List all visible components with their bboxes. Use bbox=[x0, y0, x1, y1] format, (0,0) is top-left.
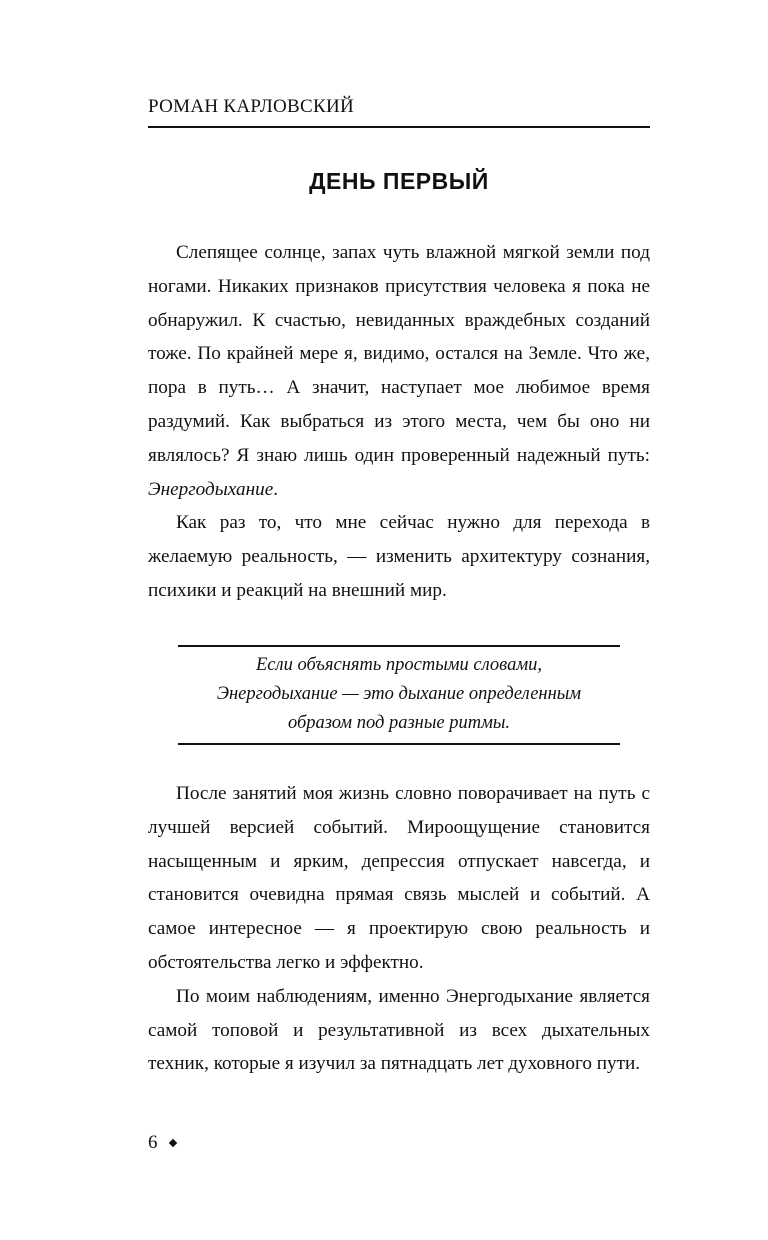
running-head: РОМАН КАРЛОВСКИЙ bbox=[148, 96, 355, 117]
pull-quote-line: Энергодыхание — это дыхание определенным bbox=[216, 684, 582, 704]
diamond-ornament-icon bbox=[168, 1139, 176, 1147]
page-number: 6 bbox=[148, 1132, 158, 1153]
emphasis-term: Энергодыхание bbox=[148, 478, 274, 500]
paragraph: Как раз то, что мне сейчас нужно для перехода в желаемую реальность, — изменить архитектуру сознания, психики и реакций на внешний мир. bbox=[148, 512, 650, 601]
paragraph: По моим наблюдениям, именно Энергодыхание является самой топовой и результативной из всех дыхательных техник, которые я изучил за пятнадцать лет духовного пути. bbox=[148, 985, 650, 1075]
body-text-section-2 bbox=[148, 777, 650, 1081]
page-footer bbox=[148, 1132, 176, 1154]
pull-quote-line: образом под разные ритмы. bbox=[287, 713, 511, 733]
paragraph: После занятий моя жизнь словно поворачивает на путь с лучшей версией событий. Мироощущение становится насыщенным и ярким, депрессия отпускает навсегда, и становится очевидна прямая связь мыслей и событий. А самое интересное — я проектирую свою реальность и обстоятельства легко и эффектно. bbox=[148, 783, 650, 973]
header-rule bbox=[148, 126, 650, 128]
pull-quote-line: Если объяснять простыми словами, bbox=[255, 655, 543, 675]
body-text-section-1 bbox=[148, 236, 650, 608]
pull-quote bbox=[178, 645, 620, 745]
paragraph: Слепящее солнце, запах чуть влажной мягкой земли под ногами. Никаких признаков присутствия человека я пока не обнаружил. К счастью, невиданных враждебных созданий тоже. По крайней мере я, видимо, остался на Земле. Что же, пора в путь… А значит, наступает мое любимое время раздумий. Как выбраться из этого места, чем бы оно ни являлось? Я знаю лишь один проверенный надежный путь: Энергодыхание. bbox=[148, 242, 650, 500]
chapter-title: ДЕНЬ ПЕРВЫЙ bbox=[309, 168, 489, 194]
